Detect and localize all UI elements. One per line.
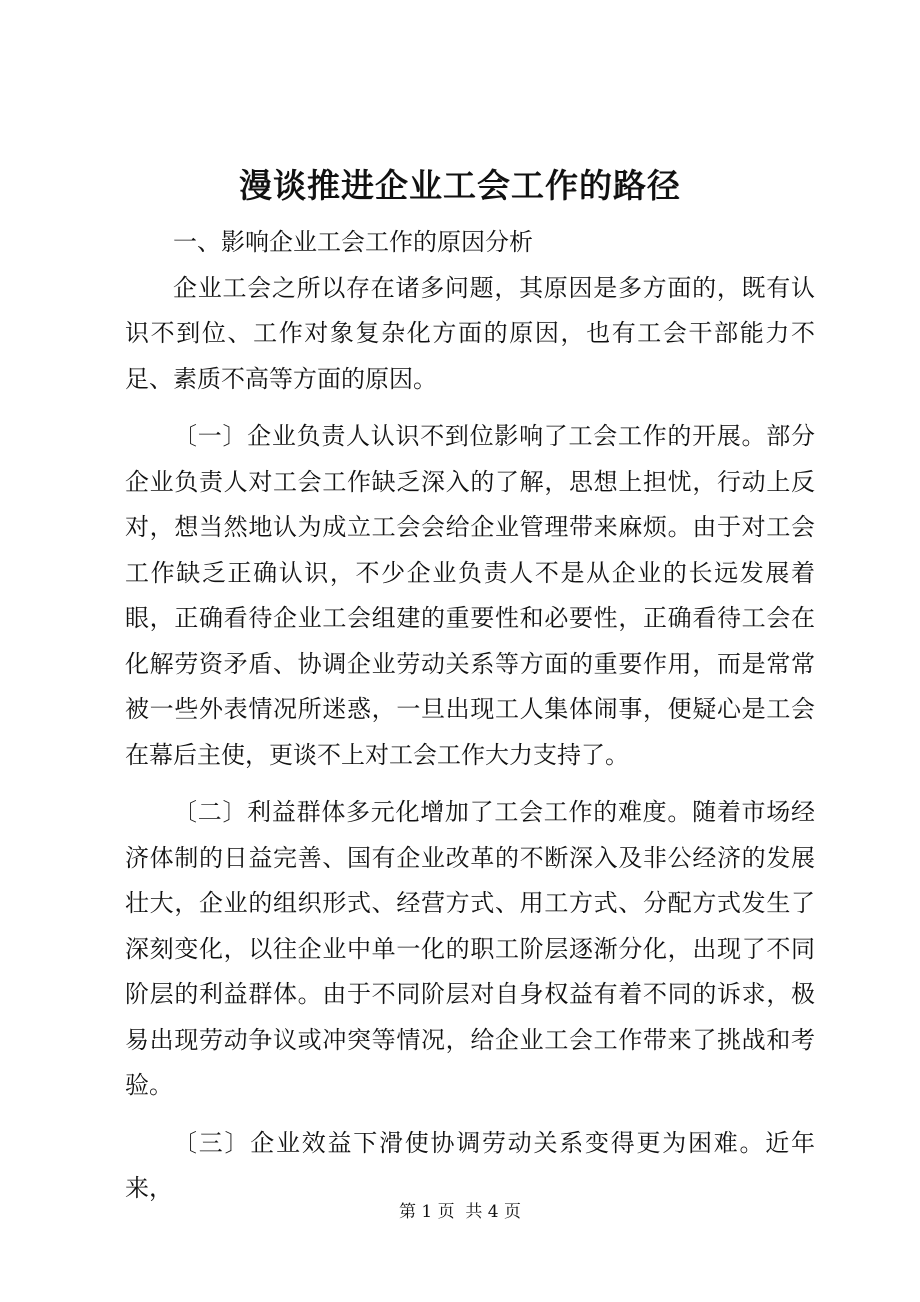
section-heading: 一、影响企业工会工作的原因分析 — [173, 228, 533, 256]
document-title: 漫谈推进企业工会工作的路径 — [239, 166, 681, 205]
body-paragraph: 企业工会之所以存在诸多问题，其原因是多方面的，既有认识不到位、工作对象复杂化方面的原因，也有工会干部能力不足、素质不高等方面的原因。 — [125, 273, 815, 393]
body-paragraph: 〔一〕企业负责人认识不到位影响了工会工作的开展。部分企业负责人对工会工作缺乏深入的了解，思想上担忧，行动上反对，想当然地认为成立工会会给企业管理带来麻烦。由于对工会工作缺乏正确认识，不少企业负责人不是从企业的长远发展着眼，正确看待企业工会组建的重要性和必要性，正确看待工会在化解劳资矛盾、协调企业劳动关系等方面的重要作用，而是常常被一些外表情况所迷惑，一旦出现工人集体闹事，便疑心是工会在幕后主使，更谈不上对工会工作大力支持了。 — [125, 422, 815, 769]
body-paragraph: 〔二〕利益群体多元化增加了工会工作的难度。随着市场经济体制的日益完善、国有企业改革的不断深入及非公经济的发展壮大，企业的组织形式、经营方式、用工方式、分配方式发生了深刻变化，以往企业中单一化的职工阶层逐渐分化，出现了不同阶层的利益群体。由于不同阶层对自身权益有着不同的诉求，极易出现劳动争议或冲突等情况，给企业工会工作带来了挑战和考验。 — [125, 798, 815, 1099]
body-paragraph: 〔三〕企业效益下滑使协调劳动关系变得更为困难。近年来， — [125, 1128, 815, 1202]
page-number-label: 第 1 页 共 4 页 — [398, 1202, 522, 1222]
document-body — [125, 220, 815, 1212]
page-footer — [0, 1200, 920, 1224]
